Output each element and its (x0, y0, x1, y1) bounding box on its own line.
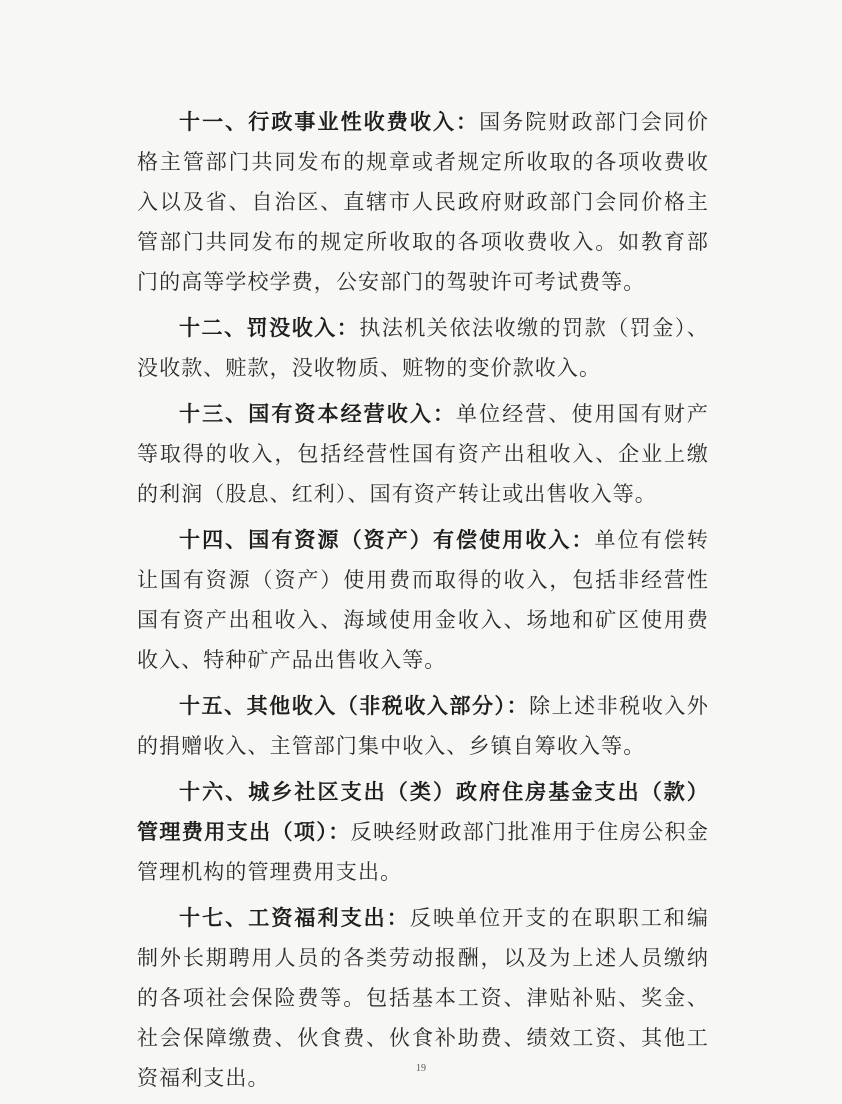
paragraph-term: 十七、工资福利支出： (179, 906, 410, 930)
paragraph-text: 反映单位开支的在职职工和编制外长期聘用人员的各类劳动报酬，以及为上述人员缴纳的各项社会保险费等。包括基本工资、津贴补贴、奖金、社会保障缴费、伙食费、伙食补助费、绩效工资、其他工资福利支出。 (137, 906, 709, 1090)
paragraph-item-13 (137, 394, 709, 514)
paragraph-text: 反映经财政部门批准用于住房公积金管理机构的管理费用支出。 (137, 820, 709, 884)
paragraph-item-15 (137, 686, 709, 766)
paragraph-item-16 (137, 772, 709, 892)
paragraph-text: 国务院财政部门会同价格主管部门共同发布的规章或者规定所收取的各项收费收入以及省、自治区、直辖市人民政府财政部门会同价格主管部门共同发布的规定所收取的各项收费收入。如教育部门的高等学校学费，公安部门的驾驶许可考试费等。 (137, 110, 709, 294)
paragraph-item-12 (137, 308, 709, 388)
paragraph-text: 执法机关依法收缴的罚款（罚金）、没收款、赃款，没收物质、赃物的变价款收入。 (137, 316, 709, 380)
paragraph-item-14 (137, 520, 709, 680)
paragraph-term: 十六、城乡社区支出（类）政府住房基金支出（款）管理费用支出（项）： (137, 780, 709, 844)
paragraph-term: 十四、国有资源（资产）有偿使用收入： (179, 528, 595, 552)
paragraph-text: 单位经营、使用国有财产等取得的收入，包括经营性国有资产出租收入、企业上缴的利润（股息、红利）、国有资产转让或出售收入等。 (137, 402, 709, 506)
paragraph-item-11 (137, 102, 709, 302)
paragraph-text: 除上述非税收入外的捐赠收入、主管部门集中收入、乡镇自筹收入等。 (137, 694, 709, 758)
paragraph-term: 十一、行政事业性收费收入： (179, 110, 480, 134)
paragraph-text: 单位有偿转让国有资源（资产）使用费而取得的收入，包括非经营性国有资产出租收入、海域使用金收入、场地和矿区使用费收入、特种矿产品出售收入等。 (137, 528, 709, 672)
document-body (137, 102, 709, 1104)
paragraph-term: 十三、国有资本经营收入： (179, 402, 457, 426)
paragraph-term: 十五、其他收入（非税收入部分）： (179, 694, 530, 718)
paragraph-term: 十二、罚没收入： (179, 316, 360, 340)
page-number: 19 (416, 1063, 426, 1074)
